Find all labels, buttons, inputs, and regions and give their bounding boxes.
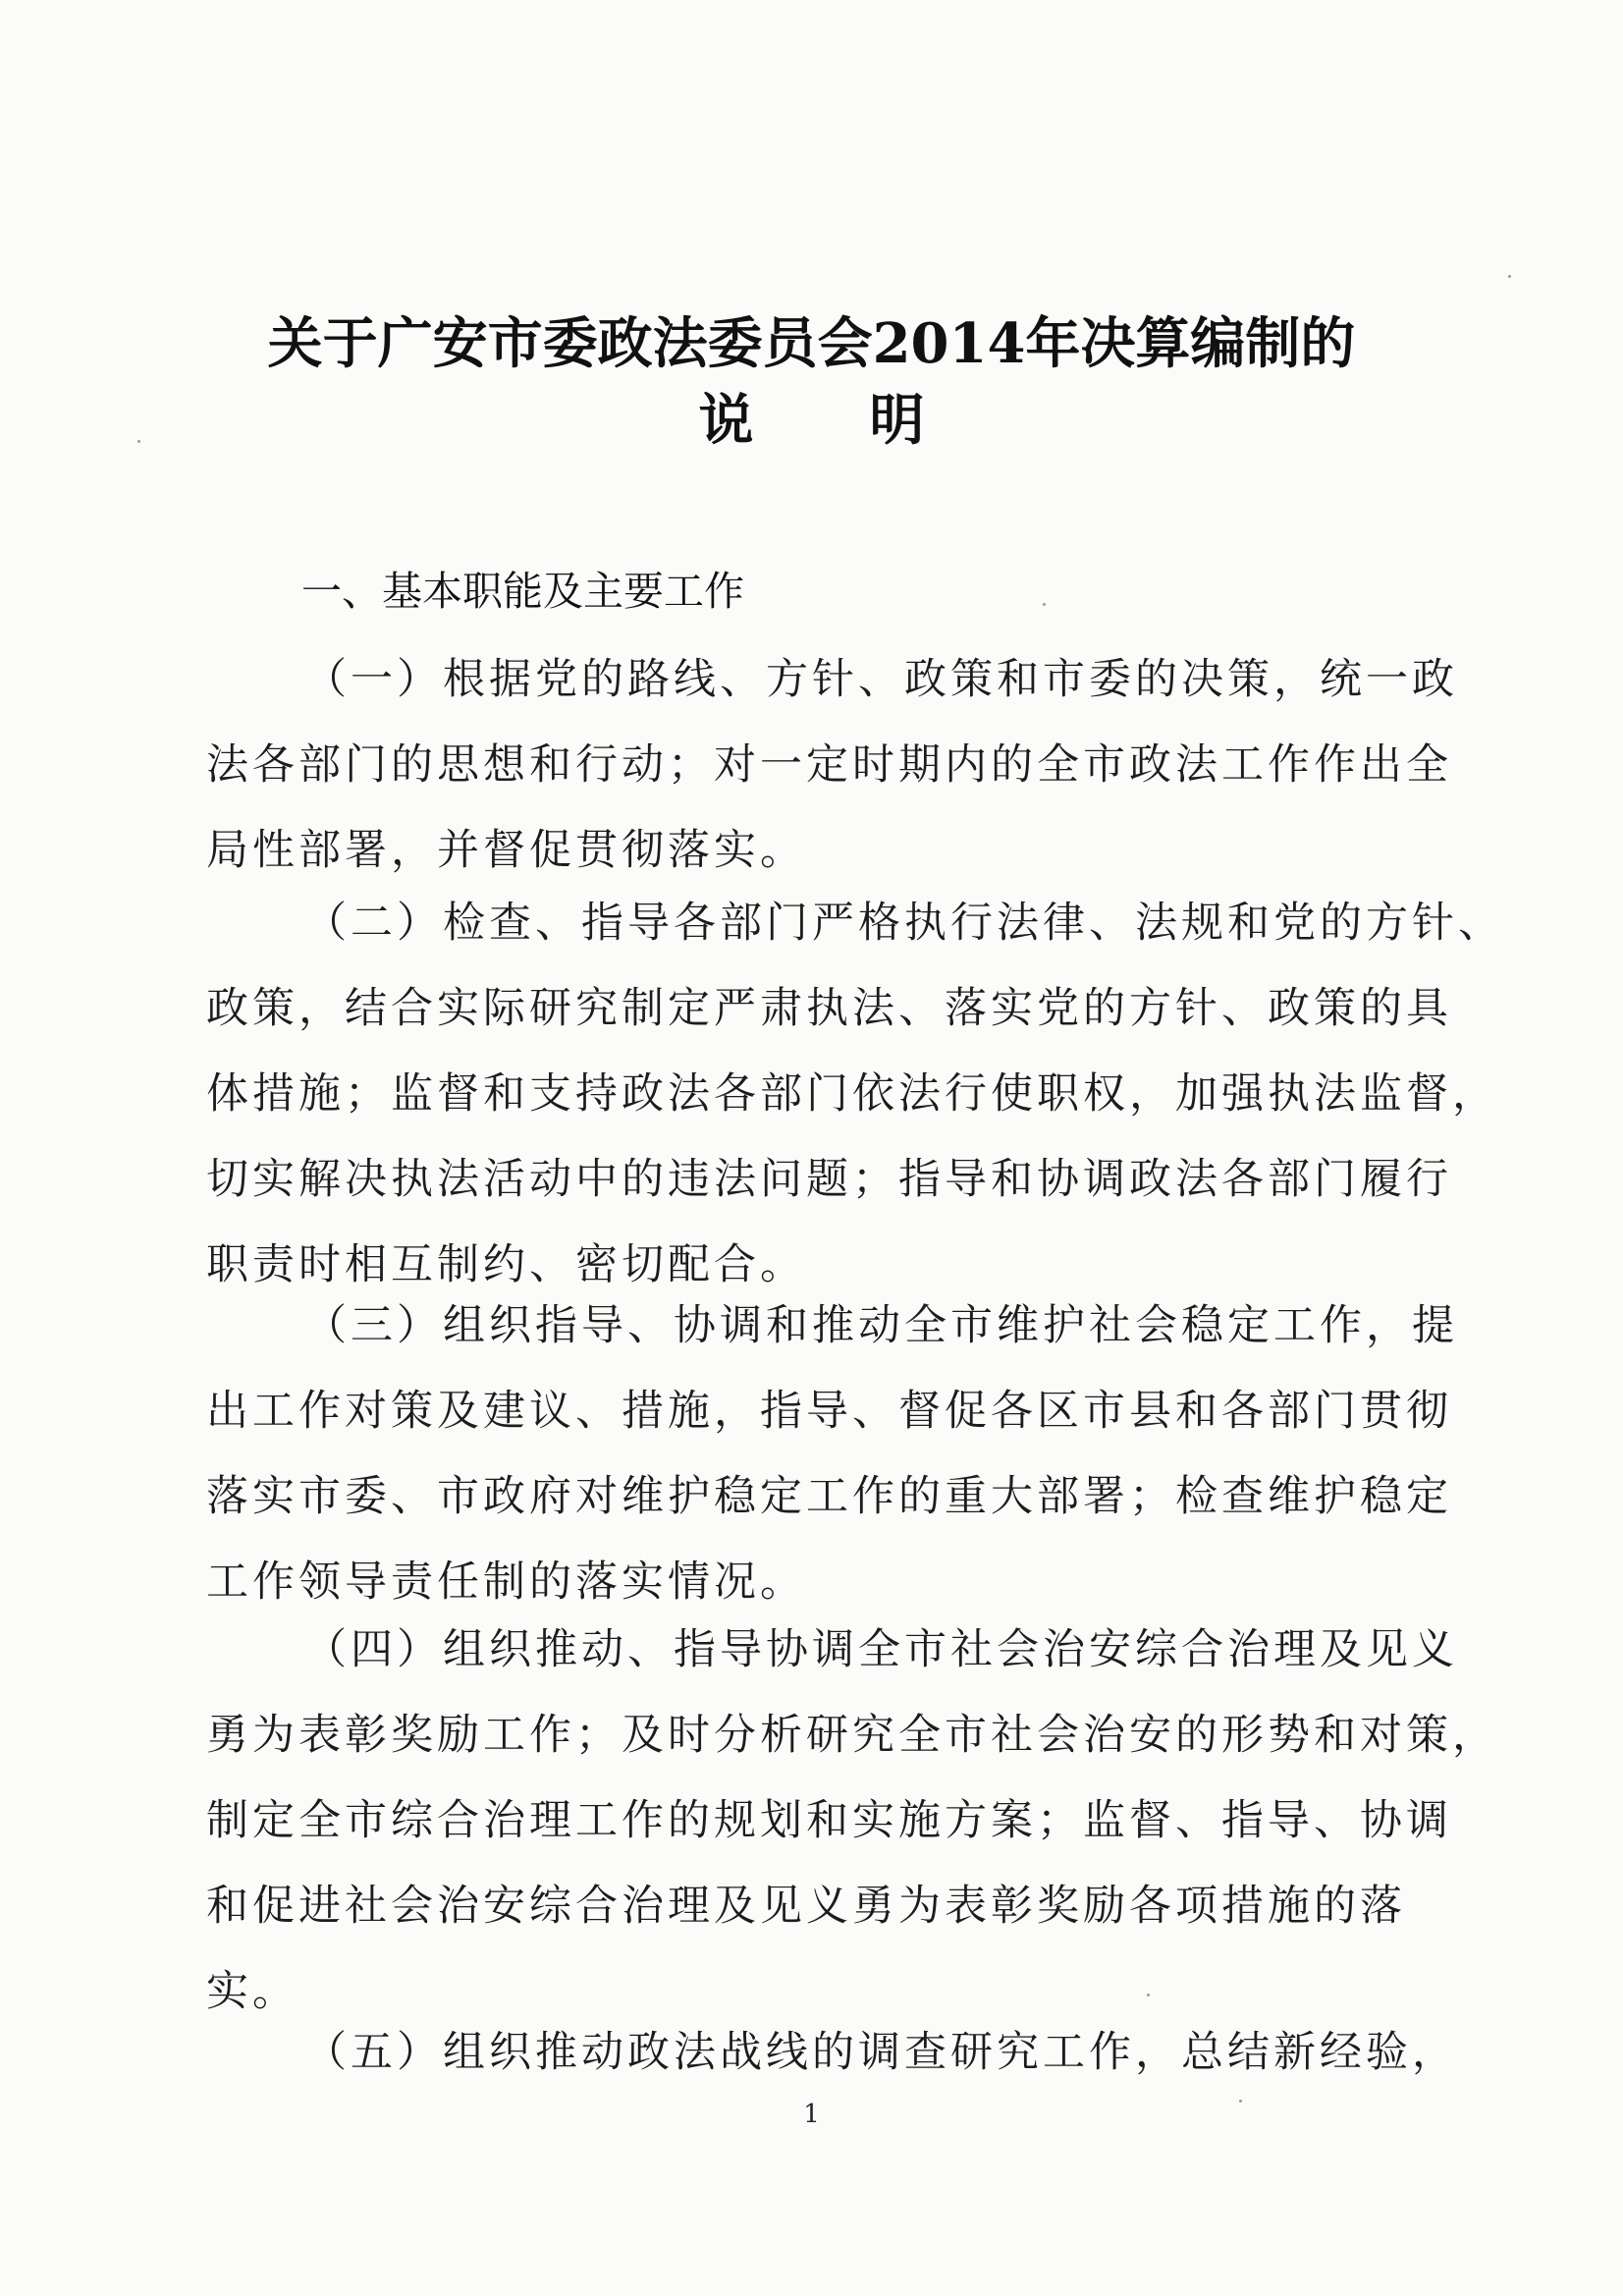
paragraph-line: 出工作对策及建议、措施，指导、督促各区市县和各部门贯彻 xyxy=(206,1387,1452,1436)
section-heading: 一、基本职能及主要工作 xyxy=(301,568,744,615)
paragraph-line: 局性部署，并督促贯彻落实。 xyxy=(206,826,806,875)
scan-speck xyxy=(137,440,140,443)
page-number: 1 xyxy=(803,2100,820,2129)
paragraph-line: 落实市委、市政府对维护稳定工作的重大部署；检查维护稳定 xyxy=(206,1472,1452,1521)
scan-speck xyxy=(1043,603,1046,606)
paragraph-line: （四）组织推动、指导协调全市社会治安综合治理及见义 xyxy=(304,1625,1458,1674)
document-title-line-1: 关于广安市委政法委员会2014年决算编制的 xyxy=(267,311,1356,376)
paragraph-line: （二）检查、指导各部门严格执行法律、法规和党的方针、 xyxy=(304,899,1504,948)
paragraph-line: 和促进社会治安综合治理及见义勇为表彰奖励各项措施的落 xyxy=(206,1882,1406,1931)
paragraph-1 xyxy=(206,652,1458,908)
document-title-line-2: 说明 xyxy=(698,388,1041,453)
paragraph-line: 法各部门的思想和行动；对一定时期内的全市政法工作作出全 xyxy=(206,740,1452,790)
paragraph-line: 工作领导责任制的落实情况。 xyxy=(206,1558,806,1607)
scan-speck xyxy=(1239,2100,1242,2103)
paragraph-5 xyxy=(206,2025,1458,2110)
paragraph-line: 实。 xyxy=(206,1967,298,2016)
scan-speck xyxy=(1508,275,1511,278)
paragraph-line: 政策，结合实际研究制定严肃执法、落实党的方针、政策的具 xyxy=(206,984,1452,1033)
paragraph-4 xyxy=(206,1622,1498,2050)
paragraph-line: 制定全市综合治理工作的规划和实施方案；监督、指导、协调 xyxy=(206,1796,1452,1845)
paragraph-line: （三）组织指导、协调和推动全市维护社会稳定工作，提 xyxy=(304,1301,1458,1350)
paragraph-2 xyxy=(206,896,1504,1323)
paragraph-3 xyxy=(206,1298,1458,1640)
paragraph-line: （一）根据党的路线、方针、政策和市委的决策，统一政 xyxy=(304,655,1458,704)
paragraph-line: 职责时相互制约、密切配合。 xyxy=(206,1240,806,1289)
scan-speck xyxy=(1147,1994,1150,1996)
paragraph-line: 切实解决执法活动中的违法问题；指导和协调政法各部门履行 xyxy=(206,1155,1452,1204)
paragraph-line: 勇为表彰奖励工作；及时分析研究全市社会治安的形势和对策， xyxy=(206,1711,1498,1760)
paragraph-line: （五）组织推动政法战线的调查研究工作，总结新经验， xyxy=(304,2028,1458,2077)
paragraph-line: 体措施；监督和支持政法各部门依法行使职权，加强执法监督， xyxy=(206,1069,1498,1119)
